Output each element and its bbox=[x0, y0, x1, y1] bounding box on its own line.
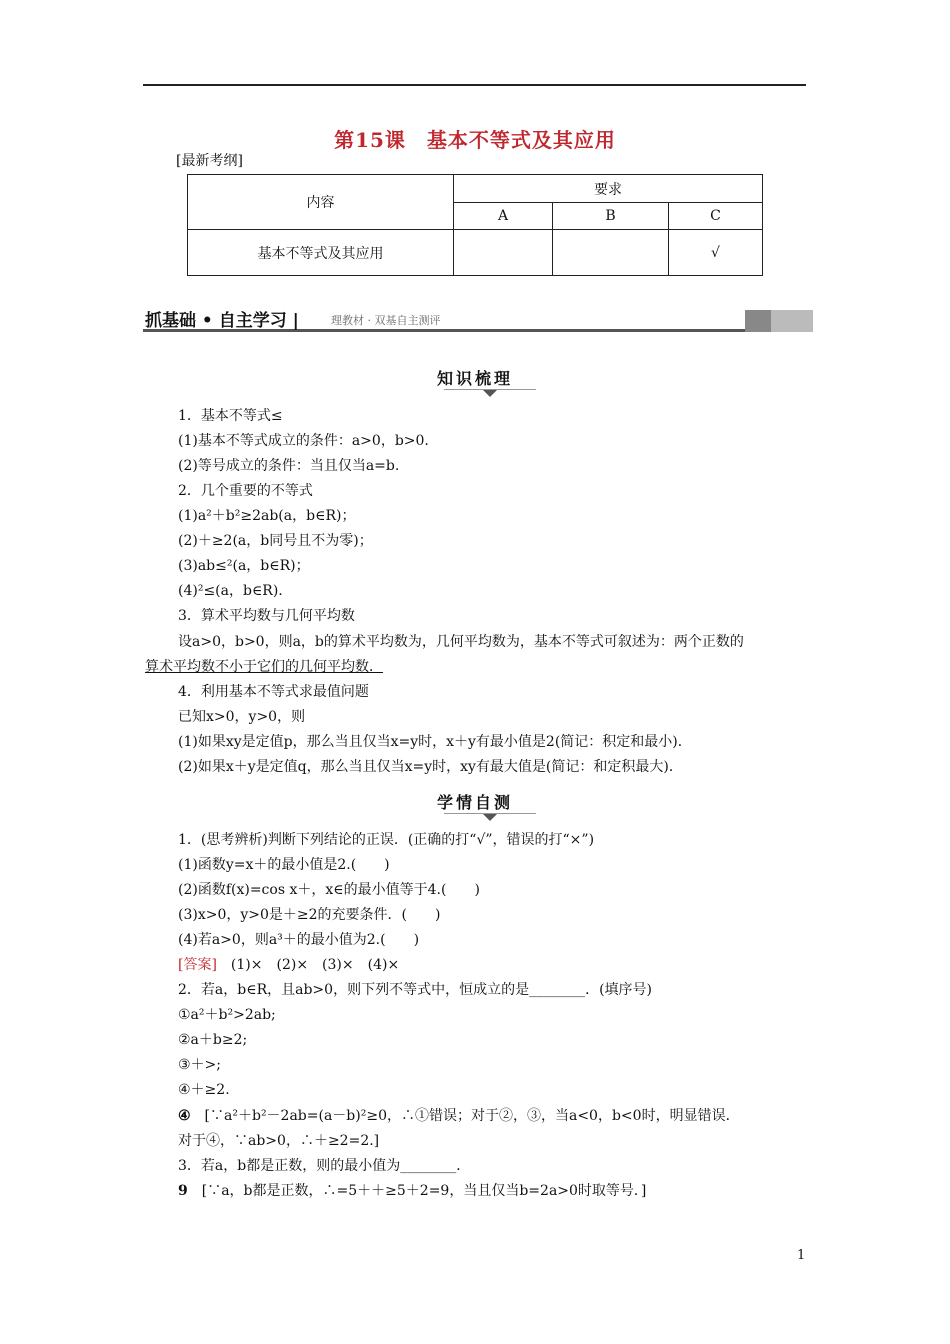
page-number: 1 bbox=[797, 1248, 806, 1263]
answer-number: ④ bbox=[178, 1108, 191, 1124]
text-line: (1)a²＋b²≥2ab(a，b∈R)； bbox=[178, 508, 356, 524]
answer-line bbox=[178, 955, 399, 975]
section-band bbox=[143, 306, 813, 332]
text-line: (3)x>0，y>0是＋≥2的充要条件．( ) bbox=[178, 907, 441, 923]
text-line: (2)等号成立的条件：当且仅当a=b. bbox=[178, 458, 400, 474]
row-name: 基本不等式及其应用 bbox=[188, 230, 454, 276]
row-c: √ bbox=[669, 230, 763, 276]
down-triangle-icon bbox=[483, 390, 497, 397]
text-line: 对于④，∵ab>0，∴＋≥2=2.] bbox=[178, 1133, 380, 1149]
text-line: 1．基本不等式≤ bbox=[178, 408, 283, 424]
text-line: (3)ab≤²(a，b∈R)； bbox=[178, 558, 310, 574]
level-b: B bbox=[553, 203, 669, 230]
level-c: C bbox=[669, 203, 763, 230]
text-line: (4)²≤(a，b∈R). bbox=[178, 583, 283, 599]
text-line: (2)函数f(x)=cos x＋，x∈的最小值等于4.( ) bbox=[178, 882, 480, 898]
text-line: 1．(思考辨析)判断下列结论的正误．(正确的打“√”，错误的打“×”) bbox=[178, 832, 595, 848]
col-header-content: 内容 bbox=[188, 175, 454, 230]
text-line: (1)函数y=x＋的最小值是2.( ) bbox=[178, 857, 390, 873]
row-a bbox=[454, 230, 553, 276]
text-line: ①a²＋b²>2ab; bbox=[178, 1007, 276, 1023]
text-line: (4)若a>0，则a³＋的最小值为2.( ) bbox=[178, 932, 420, 948]
text-line: 3．算术平均数与几何平均数 bbox=[178, 608, 355, 624]
text-line: (1)基本不等式成立的条件：a>0，b>0. bbox=[178, 433, 429, 449]
text-line: ③＋>; bbox=[178, 1057, 221, 1073]
text-line: 算术平均数不小于它们的几何平均数． bbox=[145, 659, 383, 675]
row-b bbox=[553, 230, 669, 276]
level-a: A bbox=[454, 203, 553, 230]
section-knowledge: 知识梳理 bbox=[436, 369, 513, 388]
answer-line bbox=[178, 1106, 740, 1126]
text-line: 2．若a，b∈R，且ab>0，则下列不等式中，恒成立的是________．(填序号) bbox=[178, 982, 652, 998]
text-line: (2)＋≥2(a，b同号且不为零)； bbox=[178, 533, 373, 549]
band-title: 抓基础 • 自主学习 | bbox=[145, 311, 299, 331]
requirements-table bbox=[187, 174, 763, 276]
kaogang-label: [最新考纲] bbox=[176, 153, 243, 169]
answer-text: (1)× (2)× (3)× (4)× bbox=[216, 957, 400, 973]
text-line: ②a＋b≥2; bbox=[178, 1032, 248, 1048]
header-rule bbox=[143, 84, 806, 86]
answer-label: [答案] bbox=[178, 957, 217, 973]
band-subtitle: 理教材 · 双基自主测评 bbox=[331, 314, 441, 327]
text-line: 设a>0，b>0，则a，b的算术平均数为，几何平均数为，基本不等式可叙述为：两个正数的 bbox=[178, 634, 744, 650]
answer-text: [∵a²＋b²－2ab=(a－b)²≥0，∴①错误；对于②，③，当a<0，b<0时，明显错误． bbox=[190, 1108, 740, 1124]
answer-line bbox=[178, 1181, 646, 1201]
text-line: 2．几个重要的不等式 bbox=[178, 483, 313, 499]
text-line: (2)如果x＋y是定值q，那么当且仅当x=y时，xy有最大值是(简记：和定积最大)． bbox=[178, 759, 683, 775]
text-line: 4．利用基本不等式求最值问题 bbox=[178, 684, 369, 700]
band-block-light bbox=[771, 310, 813, 332]
section-selftest: 学情自测 bbox=[436, 793, 513, 812]
lesson-title: 第15课 基本不等式及其应用 bbox=[334, 128, 616, 152]
answer-number: 9 bbox=[178, 1183, 188, 1199]
text-line: 已知x>0，y>0，则 bbox=[178, 709, 306, 725]
answer-text: [∵a，b都是正数，∴=5＋＋≥5＋2=9，当且仅当b=2a>0时取等号．] bbox=[187, 1183, 647, 1199]
down-triangle-icon bbox=[483, 814, 497, 821]
text-line: 3．若a，b都是正数，则的最小值为________． bbox=[178, 1158, 471, 1174]
text-line: (1)如果xy是定值p，那么当且仅当x=y时，x＋y有最小值是2(简记：积定和最小)． bbox=[178, 734, 692, 750]
col-header-requirement: 要求 bbox=[454, 175, 763, 203]
band-block-dark bbox=[745, 310, 771, 332]
text-line: ④＋≥2. bbox=[178, 1082, 230, 1098]
